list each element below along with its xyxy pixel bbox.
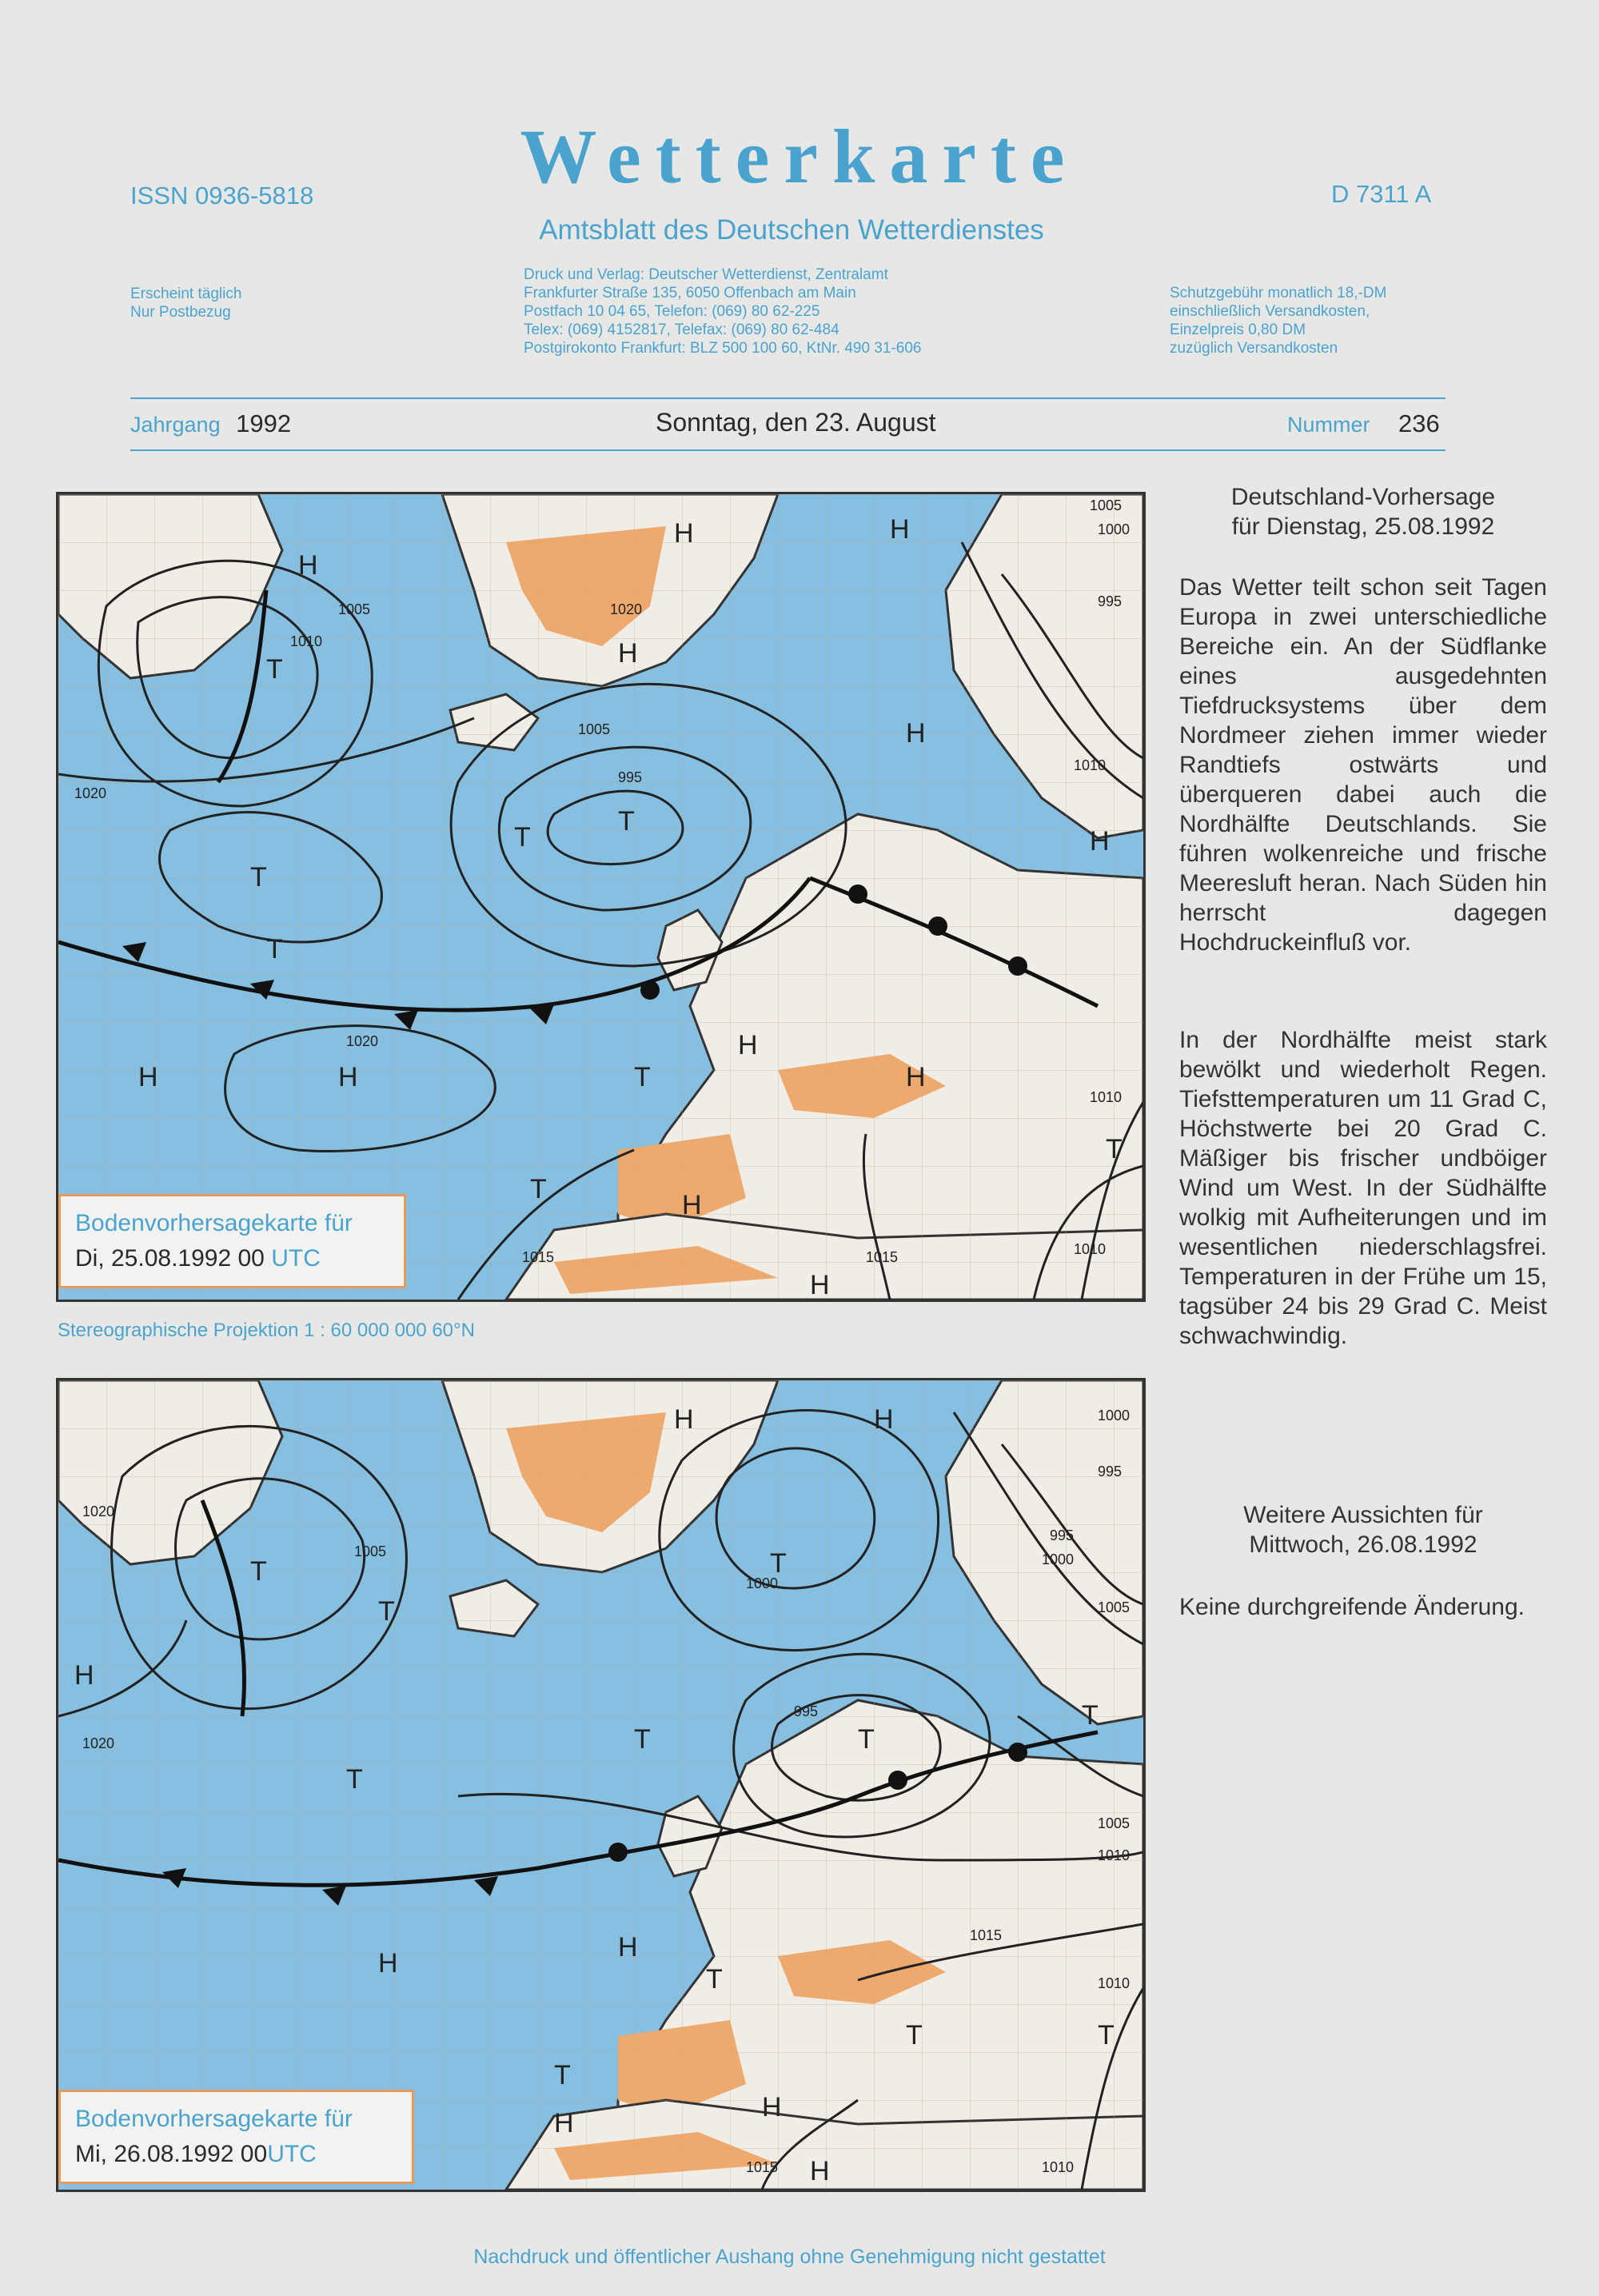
pressure-center: H bbox=[674, 518, 694, 549]
jahrgang-label: Jahrgang bbox=[130, 413, 221, 437]
isobar-label: 1005 bbox=[1098, 1815, 1130, 1831]
top-rule bbox=[130, 397, 1445, 399]
front-symbol bbox=[848, 884, 867, 904]
fee-info bbox=[1170, 284, 1386, 357]
publisher-info bbox=[524, 266, 921, 357]
pressure-center: T bbox=[378, 1596, 395, 1627]
pressure-center: T bbox=[554, 2060, 571, 2090]
pressure-center: H bbox=[618, 1932, 638, 1963]
isobar-label: 1020 bbox=[346, 1033, 379, 1049]
pressure-center: H bbox=[890, 514, 910, 545]
outlook-heading bbox=[1179, 1500, 1547, 1559]
caption-title: Bodenvorhersagekarte für bbox=[75, 2106, 353, 2132]
projection-note: Stereographische Projektion 1 : 60 000 000 60°N bbox=[58, 1320, 475, 1341]
isobar-label: 1000 bbox=[746, 1575, 779, 1591]
isobar-label: 1005 bbox=[1098, 1599, 1130, 1615]
outlook-heading-line: Mittwoch, 26.08.1992 bbox=[1249, 1531, 1477, 1558]
map-1-drawing bbox=[58, 494, 1143, 1300]
pressure-center: H bbox=[74, 1660, 94, 1691]
forecast-map-2 bbox=[56, 1378, 1146, 2192]
delivery-line: Nur Postbezug bbox=[130, 304, 231, 321]
isobar-label: 1010 bbox=[1074, 757, 1107, 773]
isobar-label: 1020 bbox=[610, 601, 643, 617]
bottom-rule bbox=[130, 449, 1445, 451]
outlook-text: Keine durchgreifende Änderung. bbox=[1179, 1594, 1525, 1620]
isobar-label: 1010 bbox=[1098, 1975, 1130, 1991]
pressure-center: T bbox=[530, 1174, 547, 1204]
pressure-center: T bbox=[770, 1548, 787, 1579]
isobar-label: 1000 bbox=[1042, 1551, 1075, 1567]
isobar-label: 1005 bbox=[354, 1543, 387, 1559]
forecast-map-1 bbox=[56, 492, 1146, 1302]
forecast-paragraph-1: Das Wetter teilt schon seit Tagen Europa in zwei unterschiedliche Bereiche ein. An der Südflanke eines ausgedehnten Tiefdrucksystems über dem Nordmeer ziehen immer wieder Randtiefs ostwärts und überqueren dabei auch die Nordhälfte Deutschlands. Sie führen wolkenreiche und frische Meeresluft heran. Nach Süden hin herrscht dagegen Hochdruckeinfluß vor. bbox=[1179, 574, 1547, 956]
jahrgang bbox=[130, 409, 291, 438]
fee-line: Einzelpreis 0,80 DM bbox=[1170, 321, 1306, 338]
isobar-label: 1010 bbox=[1098, 1847, 1130, 1863]
isobar-label: 1005 bbox=[1090, 497, 1122, 513]
caption-utc: UTC bbox=[271, 1245, 321, 1272]
front-symbol bbox=[888, 1771, 907, 1790]
pressure-center: H bbox=[762, 2092, 782, 2122]
pressure-center: H bbox=[738, 1030, 758, 1060]
isobar-label: 1000 bbox=[1098, 521, 1130, 537]
pressure-center: H bbox=[618, 638, 638, 669]
forecast-heading-line: Deutschland-Vorhersage bbox=[1230, 484, 1496, 510]
isobar-label: 1005 bbox=[338, 601, 371, 617]
isobar-label: 1005 bbox=[578, 721, 611, 737]
pressure-center: H bbox=[810, 2156, 830, 2186]
isobar-label: 1020 bbox=[82, 1503, 115, 1519]
fee-line: Schutzgebühr monatlich 18,-DM bbox=[1170, 285, 1387, 301]
pressure-center: T bbox=[250, 862, 267, 892]
pressure-center: H bbox=[810, 1270, 830, 1300]
publisher-line: Postfach 10 04 65, Telefon: (069) 80 62-225 bbox=[524, 303, 820, 320]
pressure-center: H bbox=[682, 1190, 702, 1220]
isobar-label: 1015 bbox=[970, 1927, 1003, 1943]
isobar-label: 995 bbox=[1098, 593, 1122, 609]
isobar-label: 1000 bbox=[1098, 1408, 1130, 1424]
isobar-label: 1015 bbox=[746, 2159, 779, 2175]
issn-number: ISSN 0936-5818 bbox=[130, 182, 314, 210]
front-symbol bbox=[608, 1843, 628, 1862]
pressure-center: H bbox=[554, 2108, 574, 2138]
pressure-center: T bbox=[634, 1062, 651, 1092]
publisher-line: Druck und Verlag: Deutscher Wetterdienst, Zentralamt bbox=[524, 266, 888, 283]
delivery-line: Erscheint täglich bbox=[130, 286, 242, 302]
publisher-line: Postgirokonto Frankfurt: BLZ 500 100 60, KtNr. 490 31-606 bbox=[524, 340, 922, 357]
postal-number: D 7311 A bbox=[1331, 180, 1432, 208]
caption-date-text: Di, 25.08.1992 00 bbox=[75, 1245, 265, 1272]
forecast-heading-line: für Dienstag, 25.08.1992 bbox=[1231, 513, 1495, 540]
isobar-label: 995 bbox=[1050, 1527, 1075, 1543]
front-symbol bbox=[640, 980, 660, 1000]
isobar-label: 1015 bbox=[866, 1249, 899, 1265]
isobar-label: 995 bbox=[618, 769, 643, 785]
pressure-center: T bbox=[1098, 2020, 1115, 2050]
publisher-line: Telex: (069) 4152817, Telefax: (069) 80 62-484 bbox=[524, 321, 839, 338]
pressure-center: T bbox=[1082, 1700, 1099, 1731]
footer-notice: Nachdruck und öffentlicher Aushang ohne Genehmigung nicht gestattet bbox=[473, 2246, 1106, 2268]
jahrgang-value: 1992 bbox=[236, 409, 292, 437]
pressure-center: T bbox=[634, 1724, 651, 1755]
pressure-center: T bbox=[266, 934, 283, 964]
fee-line: zuzüglich Versandkosten bbox=[1170, 340, 1338, 357]
map-1-caption bbox=[58, 1194, 406, 1288]
issue-date: Sonntag, den 23. August bbox=[656, 408, 936, 437]
pressure-center: T bbox=[514, 822, 531, 853]
isobar-label: 1020 bbox=[74, 785, 107, 801]
delivery-info bbox=[130, 285, 241, 321]
isobar-label: 1010 bbox=[1090, 1089, 1122, 1105]
isobar-label: 995 bbox=[794, 1703, 819, 1719]
map-2-caption bbox=[58, 2090, 414, 2184]
pressure-center: T bbox=[618, 806, 635, 837]
fee-line: einschließlich Versandkosten, bbox=[1170, 303, 1370, 320]
pressure-center: T bbox=[906, 2020, 923, 2050]
caption-date-text: Mi, 26.08.1992 00 bbox=[75, 2141, 268, 2167]
publisher-line: Frankfurter Straße 135, 6050 Offenbach am Main bbox=[524, 285, 856, 301]
pressure-center: T bbox=[858, 1724, 875, 1755]
page-subtitle: Amtsblatt des Deutschen Wetterdienstes bbox=[539, 214, 1044, 246]
pressure-center: H bbox=[298, 550, 318, 581]
pressure-center: T bbox=[250, 1556, 267, 1587]
outlook-heading-line: Weitere Aussichten für bbox=[1243, 1502, 1483, 1528]
pressure-center: T bbox=[346, 1764, 363, 1795]
nummer-value: 236 bbox=[1398, 409, 1440, 437]
isobar-label: 1020 bbox=[82, 1735, 115, 1751]
forecast-heading bbox=[1179, 482, 1547, 541]
pressure-center: H bbox=[338, 1062, 358, 1092]
isobar-label: 1010 bbox=[1042, 2159, 1075, 2175]
pressure-center: H bbox=[378, 1948, 398, 1979]
pressure-center: T bbox=[706, 1964, 723, 1995]
front-symbol bbox=[928, 916, 947, 936]
front-symbol bbox=[1008, 956, 1027, 976]
isobar-label: 1015 bbox=[522, 1249, 555, 1265]
pressure-center: H bbox=[874, 1404, 894, 1435]
caption-utc: UTC bbox=[267, 2141, 317, 2167]
pressure-center: H bbox=[906, 1062, 926, 1092]
pressure-center: T bbox=[1106, 1134, 1122, 1164]
isobar-label: 1010 bbox=[290, 633, 323, 649]
pressure-center: H bbox=[674, 1404, 694, 1435]
nummer-label: Nummer bbox=[1287, 413, 1370, 437]
page-title: Wetterkarte bbox=[520, 114, 1079, 199]
pressure-center: T bbox=[266, 654, 283, 685]
map-2-drawing bbox=[58, 1380, 1143, 2190]
isobar-label: 995 bbox=[1098, 1463, 1122, 1479]
nummer bbox=[1287, 409, 1440, 438]
forecast-paragraph-2: In der Nordhälfte meist stark bewölkt und wiederholt Regen. Tiefsttemperaturen um 11 Grad C, Höchstwerte bei 20 Grad C. Mäßiger bis frischer undböiger Wind um West. In der Südhälfte wolkig mit Aufheiterungen und im wesentlichen niederschlagsfrei. Temperaturen in der Frühe um 15, tagsüber 24 bis 29 Grad C. Meist schwachwindig. bbox=[1179, 1027, 1547, 1349]
caption-date bbox=[75, 2137, 397, 2172]
pressure-center: H bbox=[1090, 826, 1110, 857]
pressure-center: H bbox=[138, 1062, 158, 1092]
front-symbol bbox=[1008, 1743, 1027, 1762]
caption-title: Bodenvorhersagekarte für bbox=[75, 1210, 353, 1236]
caption-date bbox=[75, 1241, 389, 1276]
pressure-center: H bbox=[906, 718, 926, 749]
isobar-label: 1010 bbox=[1074, 1241, 1107, 1257]
